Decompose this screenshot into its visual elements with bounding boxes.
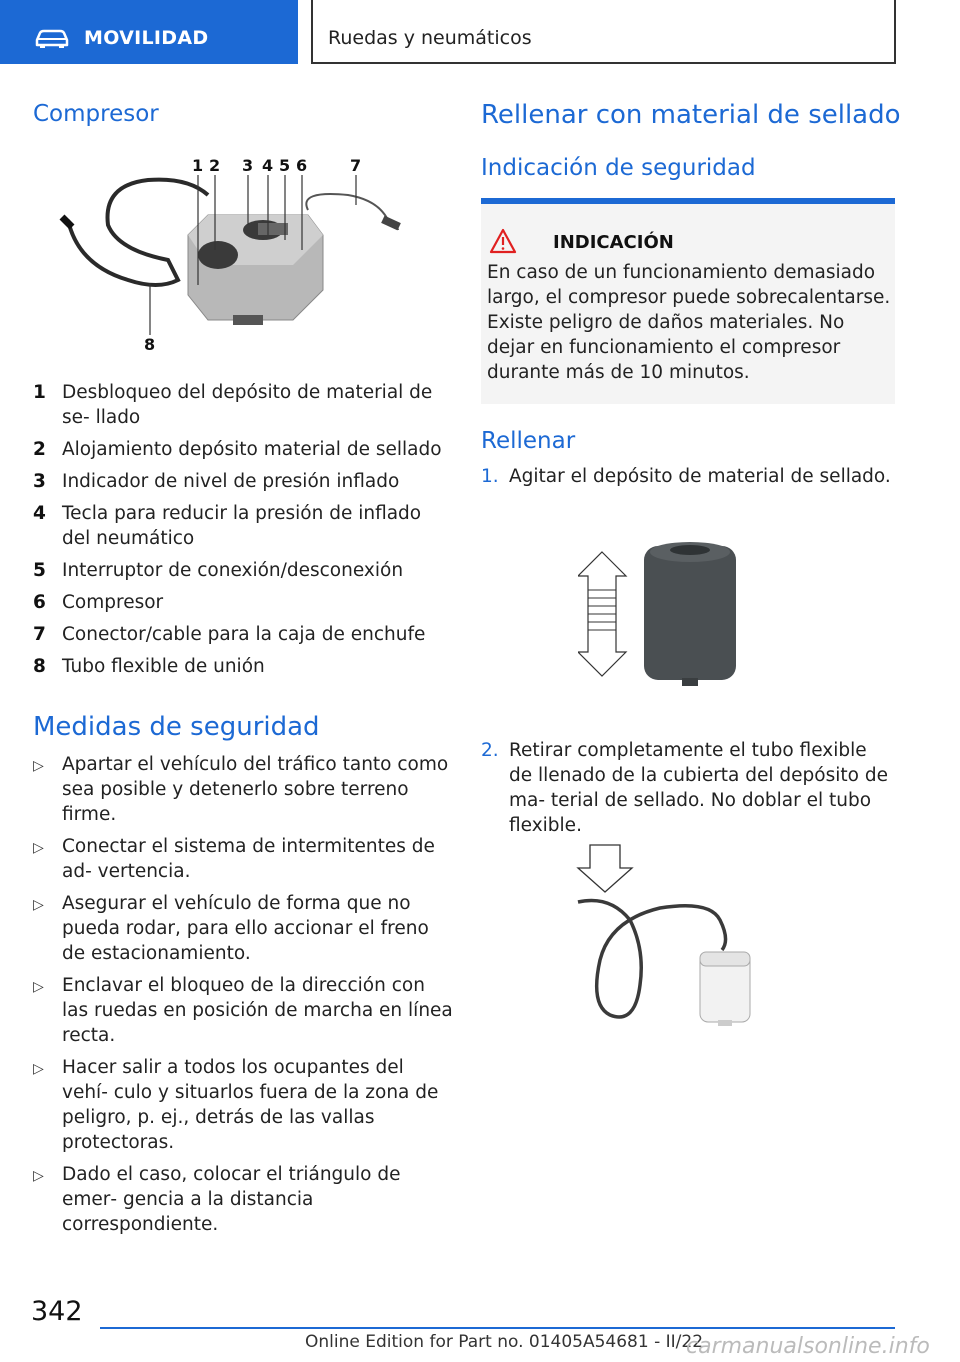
bullet-text: Dado el caso, colocar el triángulo de emer‐ gencia a la distancia correspondiente.	[62, 1164, 401, 1235]
legend-item	[33, 437, 453, 462]
section-tab[interactable]	[0, 0, 298, 64]
callout-1: 1	[192, 156, 204, 175]
legend-item	[33, 654, 453, 679]
list-item	[33, 1055, 453, 1155]
legend-text: Interruptor de conexión/desconexión	[62, 560, 404, 581]
legend-item	[33, 622, 453, 647]
legend-item	[33, 380, 453, 430]
step-item	[481, 464, 895, 489]
notice-title: INDICACIÓN	[553, 232, 674, 253]
section-label: MOVILIDAD	[84, 27, 209, 49]
watermark-logo: carmanualsonline.info	[686, 1334, 930, 1359]
legend-num: 5	[33, 560, 46, 581]
legend-text: Compresor	[62, 592, 164, 613]
bullet-text: Hacer salir a todos los ocupantes del vehí‐ culo y situarlos fuera de la zona de peligro, p. ej., detrás de las vallas protectoras.	[62, 1057, 439, 1153]
step-text: Retirar completamente el tubo flexible de llenado de la cubierta del depósito de ma‐ terial de sellado. No doblar el tubo flexible.	[509, 740, 888, 836]
legend-num: 3	[33, 471, 46, 492]
list-item	[33, 834, 453, 884]
legend-text: Alojamiento depósito material de sellado	[62, 439, 442, 460]
seguridad-heading: Indicación de seguridad	[481, 155, 756, 181]
list-item	[33, 752, 453, 827]
callout-6: 6	[296, 156, 308, 175]
medidas-heading: Medidas de seguridad	[33, 712, 320, 742]
callout-2: 2	[209, 156, 221, 175]
legend-num: 1	[33, 382, 46, 403]
chapter-header	[311, 0, 896, 64]
step-item	[481, 738, 895, 838]
notice-text: En caso de un funcionamiento demasiado largo, el compresor puede sobrecalentarse. Existe peligro de daños materiales. No dejar en funcionamiento el compresor durante más de 10 minutos.	[487, 262, 891, 383]
warning-triangle-icon	[489, 228, 517, 254]
safety-notice	[481, 198, 895, 404]
list-item	[33, 973, 453, 1048]
legend-text: Indicador de nivel de presión inflado	[62, 471, 400, 492]
list-item	[33, 891, 453, 966]
step-text: Agitar el depósito de material de sellado.	[509, 466, 891, 487]
bullet-marker-icon: ▷	[33, 897, 44, 913]
figure-legend	[33, 380, 453, 686]
bullet-marker-icon: ▷	[33, 758, 44, 774]
step-number: 1.	[481, 466, 499, 487]
callout-3: 3	[242, 156, 254, 175]
legend-text: Desbloqueo del depósito de material de se‐ llado	[62, 382, 433, 428]
remove-hose-figure	[570, 840, 770, 1040]
list-item	[33, 1162, 453, 1237]
rellenar-heading: Rellenar con material de sellado	[481, 100, 901, 130]
legend-item	[33, 590, 453, 615]
bullet-marker-icon: ▷	[33, 840, 44, 856]
bullet-text: Conectar el sistema de intermitentes de ad‐ vertencia.	[62, 836, 435, 882]
callout-7: 7	[350, 156, 362, 175]
bullet-marker-icon: ▷	[33, 1061, 44, 1077]
chapter-label: Ruedas y neumáticos	[328, 27, 532, 49]
legend-num: 6	[33, 592, 46, 613]
rellenar-subheading: Rellenar	[481, 428, 576, 454]
legend-num: 7	[33, 624, 46, 645]
bullet-text: Enclavar el bloqueo de la dirección con las ruedas en posición de marcha en línea recta.	[62, 975, 453, 1046]
step-number: 2.	[481, 740, 499, 761]
legend-text: Conector/cable para la caja de enchufe	[62, 624, 426, 645]
bullet-text: Asegurar el vehículo de forma que no pueda rodar, para ello accionar el freno de estacionamiento.	[62, 893, 429, 964]
legend-num: 8	[33, 656, 46, 677]
callout-4: 4	[262, 156, 274, 175]
safety-bullets	[33, 752, 453, 1244]
legend-text: Tubo flexible de unión	[62, 656, 265, 677]
legend-item	[33, 469, 453, 494]
edition-text: Online Edition for Part no. 01405A54681 - II/22	[305, 1332, 704, 1352]
legend-num: 4	[33, 503, 46, 524]
callout-5: 5	[279, 156, 291, 175]
footer-divider	[100, 1327, 895, 1329]
bullet-text: Apartar el vehículo del tráfico tanto como sea posible y detenerlo sobre terreno firme.	[62, 754, 449, 825]
compressor-figure	[58, 155, 418, 355]
shake-canister-figure	[578, 540, 748, 690]
car-icon	[34, 28, 70, 48]
callout-8: 8	[144, 335, 156, 354]
page-number: 342	[31, 1296, 83, 1327]
bullet-marker-icon: ▷	[33, 979, 44, 995]
legend-text: Tecla para reducir la presión de inflado del neumático	[62, 503, 422, 549]
bullet-marker-icon: ▷	[33, 1168, 44, 1184]
legend-item	[33, 558, 453, 583]
compresor-heading: Compresor	[33, 101, 159, 127]
legend-item	[33, 501, 453, 551]
legend-num: 2	[33, 439, 46, 460]
